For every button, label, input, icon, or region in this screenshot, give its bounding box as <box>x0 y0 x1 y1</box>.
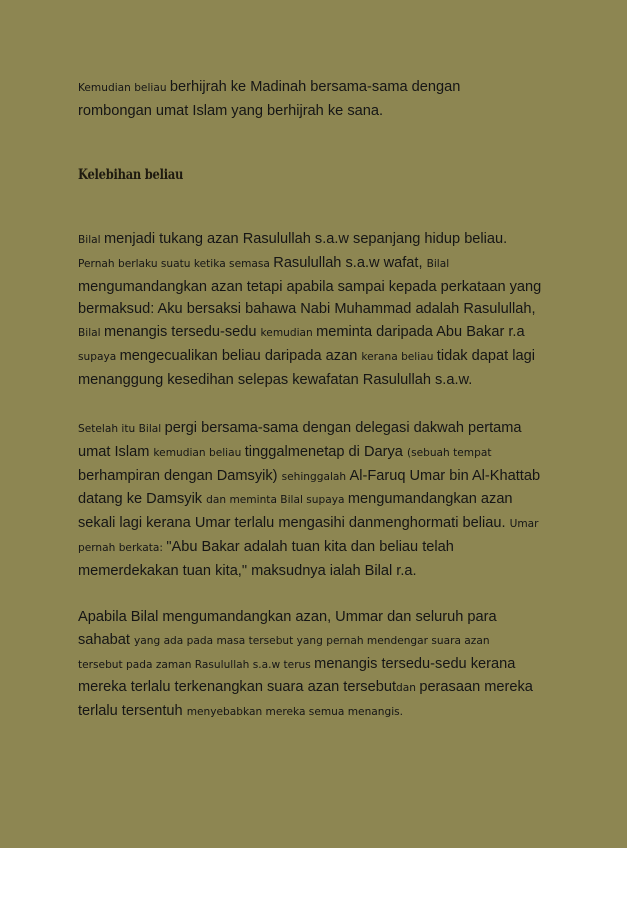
text-segment: pergi bersama-sama dengan delegasi dakwah pertama <box>164 420 522 436</box>
text-segment: bermaksud: Aku bersaksi bahawa Nabi Muhammad adalah Rasulullah, <box>78 301 536 318</box>
text-segment: sahabat <box>78 631 134 648</box>
text-segment: Umar <box>509 518 539 531</box>
text-segment: sehinggalah <box>281 470 350 483</box>
text-segment: tinggalmenetap di Darya <box>244 443 407 460</box>
text-segment: Kemudian beliau <box>78 82 170 94</box>
text-segment: dan meminta Bilal supaya <box>206 494 348 507</box>
section-heading-kelebihan: Kelebihan beliau <box>78 167 184 183</box>
text-segment: menanggung kesedihan selepas kewafatan Rasulullah s.a.w. <box>78 371 473 388</box>
page-bottom-margin <box>0 848 638 903</box>
text-segment: (sebuah tempat <box>406 446 492 459</box>
text-segment: berhijrah ke Madinah bersama-sama dengan <box>169 79 461 95</box>
text-segment: menjadi tukang azan Rasulullah s.a.w sepanjang hidup beliau. <box>103 231 508 247</box>
text-segment: Apabila Bilal mengumandangkan azan, Ummar dan seluruh para <box>78 609 497 625</box>
text-segment: Rasulullah s.a.w wafat, <box>273 254 427 271</box>
text-segment: dan <box>396 682 420 695</box>
text-segment: Setelah itu Bilal <box>78 423 165 435</box>
text-segment: memerdekakan tuan kita," maksudnya ialah Bilal r.a. <box>78 562 417 579</box>
text-segment: kemudian beliau <box>153 446 245 459</box>
text-segment: yang ada pada masa tersebut yang pernah mendengar suara azan <box>134 634 490 647</box>
text-segment: menangis tersedu-sedu kerana <box>314 655 516 672</box>
text-segment: mengumandangkan azan <box>347 491 513 508</box>
paragraph-hijrah <box>78 76 598 123</box>
text-segment: Pernah berlaku suatu ketika semasa <box>78 257 274 270</box>
text-segment: umat Islam <box>78 443 154 460</box>
text-segment: mereka terlalu terkenangkan suara azan tersebut <box>78 679 397 696</box>
text-segment: tersebut pada zaman Rasulullah s.a.w terus <box>78 658 315 671</box>
paragraph-damsyik <box>78 417 598 583</box>
text-segment: datang ke Damsyik <box>78 491 207 508</box>
text-segment: tidak dapat lagi <box>436 347 535 364</box>
text-segment: terlalu tersentuh <box>78 703 187 720</box>
text-segment: kemudian <box>260 327 317 340</box>
paragraph-sahabat-menangis <box>78 606 598 724</box>
text-segment: "Abu Bakar adalah tuan kita dan beliau telah <box>166 538 454 555</box>
text-segment: Bilal <box>426 257 450 270</box>
text-segment: menyebabkan mereka semua menangis. <box>186 706 404 719</box>
text-segment: pernah berkata: <box>78 541 167 554</box>
text-segment: kerana beliau <box>361 350 437 363</box>
text-segment: sekali lagi kerana Umar terlalu mengasihi danmenghormati beliau. <box>78 515 510 532</box>
text-segment: rombongan umat Islam yang berhijrah ke sana. <box>78 102 384 119</box>
text-segment: supaya <box>78 350 120 363</box>
text-segment: perasaan mereka <box>419 679 533 696</box>
text-segment: Al-Faruq Umar bin Al-Khattab <box>349 467 541 484</box>
text-segment: berhampiran dengan Damsyik) <box>78 467 282 484</box>
text-segment: mengecualikan beliau daripada azan <box>119 347 362 364</box>
text-segment: menangis tersedu-sedu <box>103 324 261 341</box>
text-segment: meminta daripada Abu Bakar r.a <box>316 324 525 341</box>
text-segment: Bilal <box>78 327 104 340</box>
text-segment: Bilal <box>78 234 104 246</box>
paragraph-azan-rasulullah <box>78 228 598 392</box>
text-segment: mengumandangkan azan tetapi apabila sampai kepada perkataan yang <box>78 278 542 295</box>
